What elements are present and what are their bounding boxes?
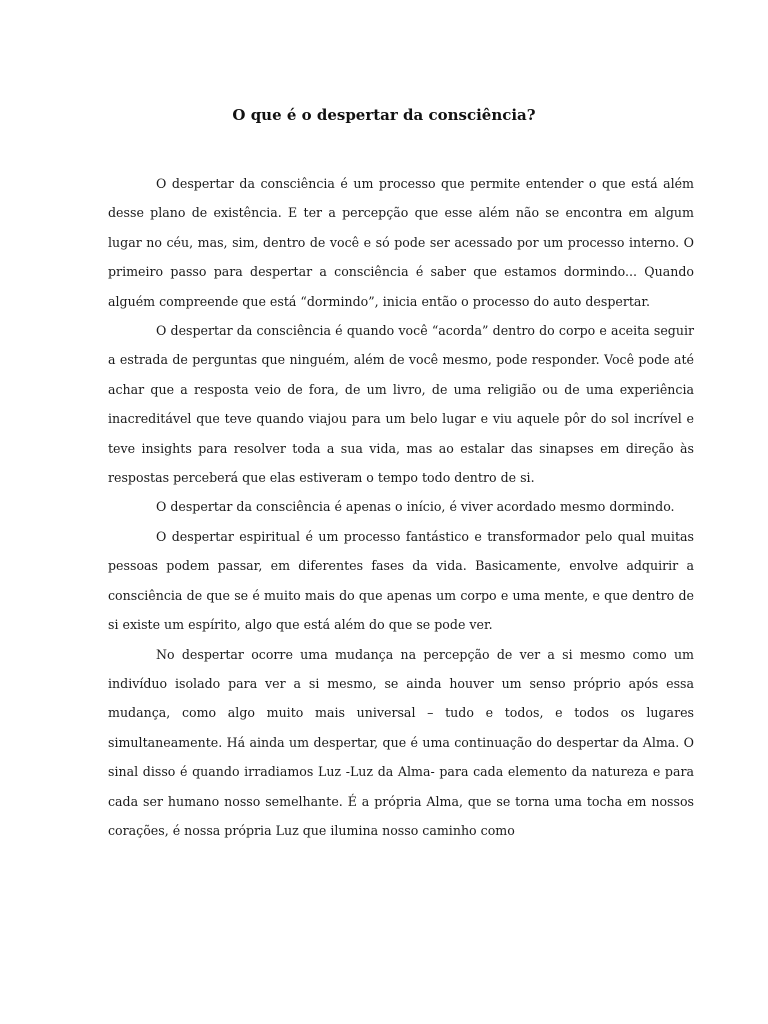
paragraph-5: No despertar ocorre uma mudança na percepção de ver a si mesmo como um indivíduo isolado para ver a si mesmo, se ainda houver um senso próprio após essa mudança, como algo muito mais universal – tudo e todos, e todos os lugares simultaneamente. Há ainda um despertar, que é uma continuação do despertar da Alma. O sinal disso é quando irradiamos Luz -Luz da Alma- para cada elemento da natureza e para cada ser humano nosso semelhante. É a própria Alma, que se torna uma tocha em nossos corações, é nossa própria Luz que ilumina nosso caminho como xyxy=(108,646,694,838)
paragraph-1: O despertar da consciência é um processo que permite entender o que está além desse plano de existência. E ter a percepção que esse além não se encontra em algum lugar no céu, mas, sim, dentro de você e só pode ser acessado por um processo interno. O primeiro passo para despertar a consciência é saber que estamos dormindo... Quando alguém compreende que está “dormindo”, inicia então o processo do auto despertar. xyxy=(108,176,694,309)
document-title: O que é o despertar da consciência? xyxy=(232,106,536,124)
document-body xyxy=(108,169,694,845)
paragraph-2: O despertar da consciência é quando você “acorda” dentro do corpo e aceita seguir a estrada de perguntas que ninguém, além de você mesmo, pode responder. Você pode até achar que a resposta veio de fora, de um livro, de uma religião ou de uma experiência inacreditável que teve quando viajou para um belo lugar e viu aquele pôr do sol incrível e teve insights para resolver toda a sua vida, mas ao estalar das sinapses em direção às respostas perceberá que elas estiveram o tempo todo dentro de si. xyxy=(108,323,694,486)
paragraph-4: O despertar espiritual é um processo fantástico e transformador pelo qual muitas pessoas podem passar, em diferentes fases da vida. Basicamente, envolve adquirir a consciência de que se é muito mais do que apenas um corpo e uma mente, e que dentro de si existe um espírito, algo que está além do que se pode ver. xyxy=(108,528,694,633)
paragraph-3: O despertar da consciência é apenas o início, é viver acordado mesmo dormindo. xyxy=(156,499,675,515)
